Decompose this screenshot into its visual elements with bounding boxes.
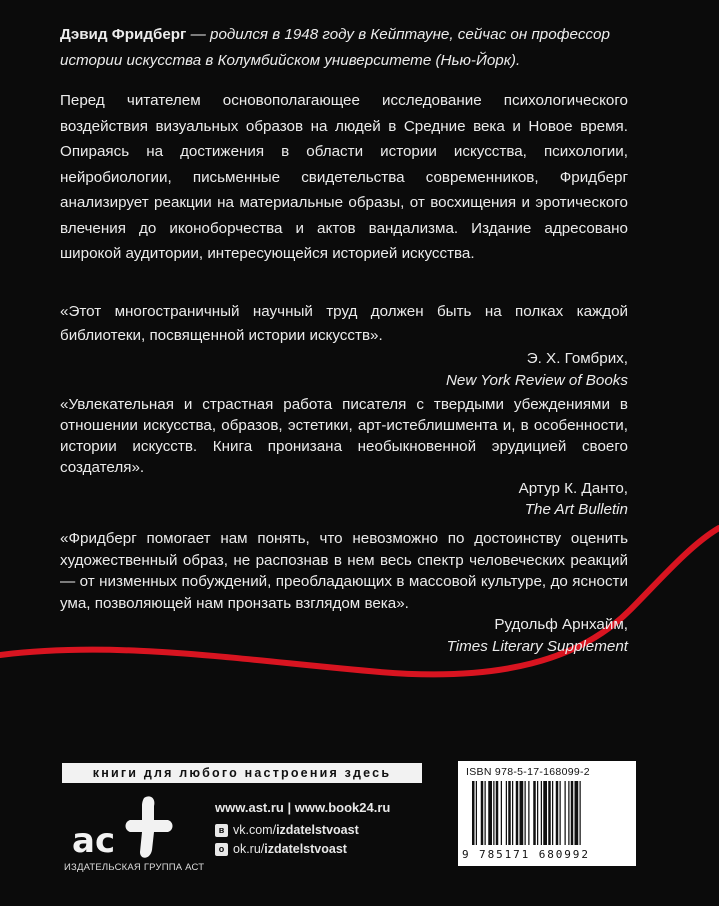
- ok-link[interactable]: [215, 842, 347, 856]
- publisher-websites[interactable]: www.ast.ru | www.book24.ru: [215, 800, 391, 815]
- barcode-bar: [512, 781, 513, 845]
- barcode-bar: [575, 781, 579, 845]
- barcode-bar: [560, 781, 561, 845]
- barcode-bar: [488, 781, 492, 845]
- barcode-bar: [552, 781, 553, 845]
- publisher-slogan: книги для любого настроения здесь: [62, 763, 422, 783]
- barcode-bar: [508, 781, 511, 845]
- quote-source: The Art Bulletin: [524, 501, 628, 518]
- svg-text:ac: ac: [72, 821, 116, 861]
- book-description: Перед читателем основополагающее исследование психологического воздействия визуальных образов на людей в Средние века и Новое время. Опираясь на достижения в области истории искусства, психологии, нейробиологии, письменные свидетельства современников, Фридберг анализирует реакции на материальные образы, от восхищения и эротического влечения до иконоборчества и актов вандализма. Издание адресовано широкой аудитории, интересующейся историей искусства.: [60, 92, 628, 262]
- barcode-bar: [516, 781, 519, 845]
- barcode-bar: [580, 781, 581, 845]
- vk-icon: в: [215, 824, 228, 837]
- publisher-caption: ИЗДАТЕЛЬСКАЯ ГРУППА АСТ: [64, 862, 205, 873]
- barcode-bar: [568, 781, 569, 845]
- quote-source: Times Literary Supplement: [446, 637, 628, 655]
- isbn-label: ISBN 978-5-17-168099-2: [466, 766, 590, 778]
- author-bio: — родился в 1948 году в Кейптауне, сейчас он профессор истории искусства в Колумбийском университете (Нью-Йорк).: [60, 26, 610, 69]
- quote-text: «Фридберг помогает нам понять, что невозможно по достоинству оценить художественный образ, не распознав в нем весь спектр человеческих реакций — от низменных побуждений, преобладающих в массовой культуре, до ясности ума, позволяющей нам пронзать взглядом века».: [60, 530, 628, 612]
- barcode-bar: [528, 781, 529, 845]
- barcode-bar: [525, 781, 526, 845]
- barcode-bar: [493, 781, 494, 845]
- barcode-bar: [533, 781, 536, 845]
- barcode-bar: [485, 781, 486, 845]
- barcode-bar: [476, 781, 477, 845]
- barcode-bar: [481, 781, 484, 845]
- quote-attribution: [60, 614, 628, 657]
- barcode-bar: [541, 781, 542, 845]
- ok-prefix: ok.ru/: [233, 842, 265, 856]
- author-name: Дэвид Фридберг: [60, 26, 187, 43]
- barcode-number: 9 785171 680992: [462, 848, 590, 861]
- vk-handle: izdatelstvoast: [276, 823, 359, 837]
- barcode-bars: [472, 781, 624, 849]
- vk-link[interactable]: [215, 823, 359, 837]
- barcode-bar: [506, 781, 507, 845]
- barcode-bar: [472, 781, 475, 845]
- barcode-bar: [543, 781, 547, 845]
- barcode-bar: [556, 781, 559, 845]
- barcode-block: [458, 761, 636, 866]
- barcode-bar: [548, 781, 551, 845]
- author-info: [60, 22, 628, 73]
- barcode-bar: [565, 781, 566, 845]
- review-quote-2: [60, 394, 628, 520]
- quote-author: Артур К. Данто,: [518, 480, 628, 497]
- quote-text: «Этот многостраничный научный труд должен быть на полках каждой библиотеки, посвященной истории искусств».: [60, 303, 628, 344]
- barcode-bar: [496, 781, 499, 845]
- vk-prefix: vk.com/: [233, 823, 277, 837]
- ok-icon: о: [215, 843, 228, 856]
- review-quote-1: [60, 300, 628, 392]
- review-quote-3: [60, 528, 628, 657]
- barcode-bar: [537, 781, 538, 845]
- barcode-bar: [571, 781, 574, 845]
- quote-text: «Увлекательная и страстная работа писателя с твердыми убеждениями в отношении искусства, образов, эстетики, арт-истеблишмента и, в особенности, истории искусств. Книга пронизана необыкновенной эрудицией своего создателя».: [60, 396, 628, 476]
- quote-attribution: [60, 478, 628, 520]
- quote-source: New York Review of Books: [445, 372, 628, 389]
- barcode-bar: [520, 781, 524, 845]
- ok-handle: izdatelstvoast: [264, 842, 347, 856]
- barcode-bar: [501, 781, 502, 845]
- quote-attribution: [60, 348, 628, 392]
- quote-author: Рудольф Арнхайм,: [494, 616, 628, 633]
- quote-author: Э. Х. Гомбрих,: [526, 350, 628, 367]
